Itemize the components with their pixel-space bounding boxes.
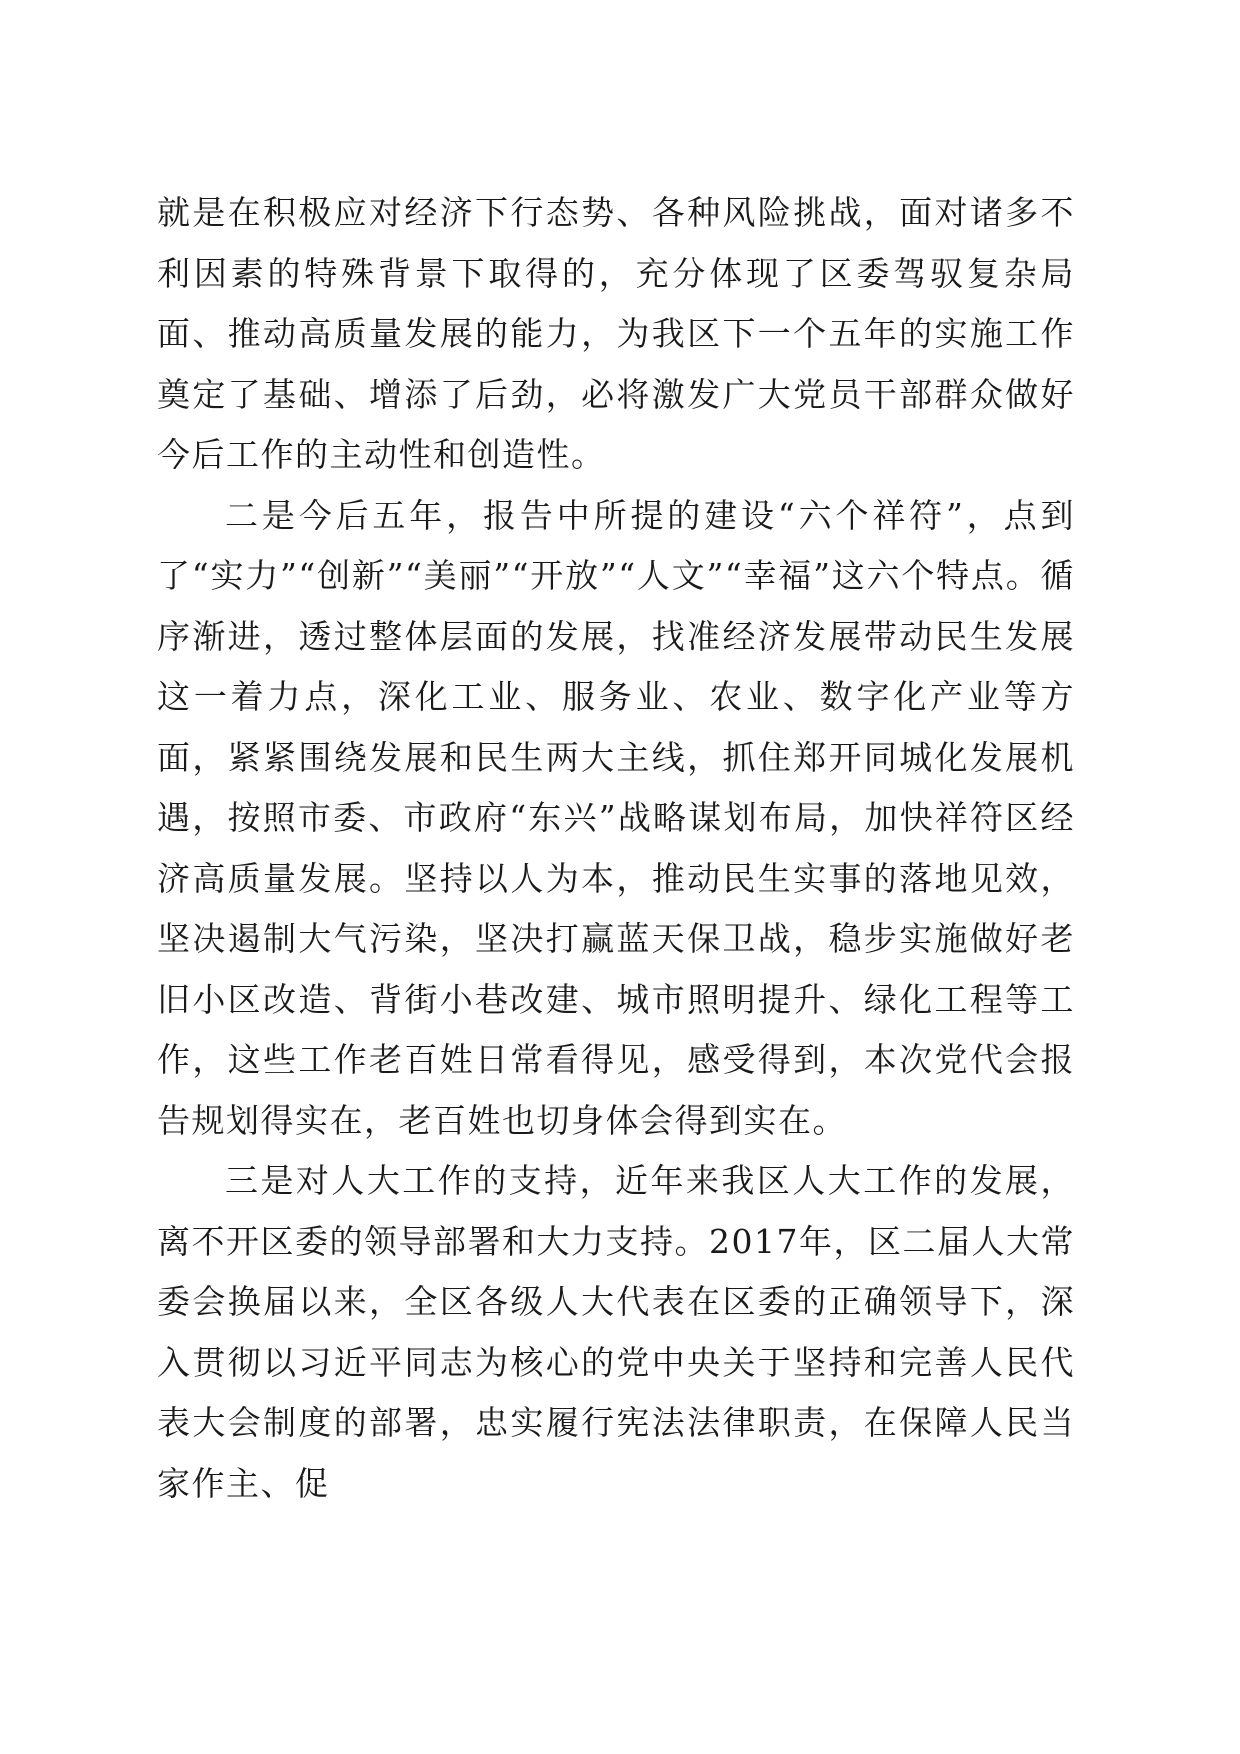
paragraph-point-three: 三是对人大工作的支持，近年来我区人大工作的发展，离不开区委的领导部署和大力支持。2017年，区二届人大常委会换届以来，全区各级人大代表在区委的正确领导下，深入贯彻以习近平同志为核心的党中央关于坚持和完善人民代表大会制度的部署，忠实履行宪法法律职责，在保障人民当家作主、促 [157,1161,1075,1503]
paragraph-continuation: 就是在积极应对经济下行态势、各种风险挑战，面对诸多不利因素的特殊背景下取得的，充分体现了区委驾驭复杂局面、推动高质量发展的能力，为我区下一个五年的实施工作奠定了基础、增添了后劲，必将激发广大党员干部群众做好今后工作的主动性和创造性。 [157,193,1075,474]
document-body [157,183,1075,1514]
paragraph-point-two: 二是今后五年，报告中所提的建设“六个祥符”，点到了“实力”“创新”“美丽”“开放”“人文”“幸福”这六个特点。循序渐进，透过整体层面的发展，找准经济发展带动民生发展这一着力点，深化工业、服务业、农业、数字化产业等方面，紧紧围绕发展和民生两大主线，抓住郑开同城化发展机遇，按照市委、市政府“东兴”战略谋划布局，加快祥符区经济高质量发展。坚持以人为本，推动民生实事的落地见效，坚决遏制大气污染，坚决打赢蓝天保卫战，稳步实施做好老旧小区改造、背街小巷改建、城市照明提升、绿化工程等工作，这些工作老百姓日常看得见，感受得到，本次党代会报告规划得实在，老百姓也切身体会得到实在。 [157,495,1075,1140]
